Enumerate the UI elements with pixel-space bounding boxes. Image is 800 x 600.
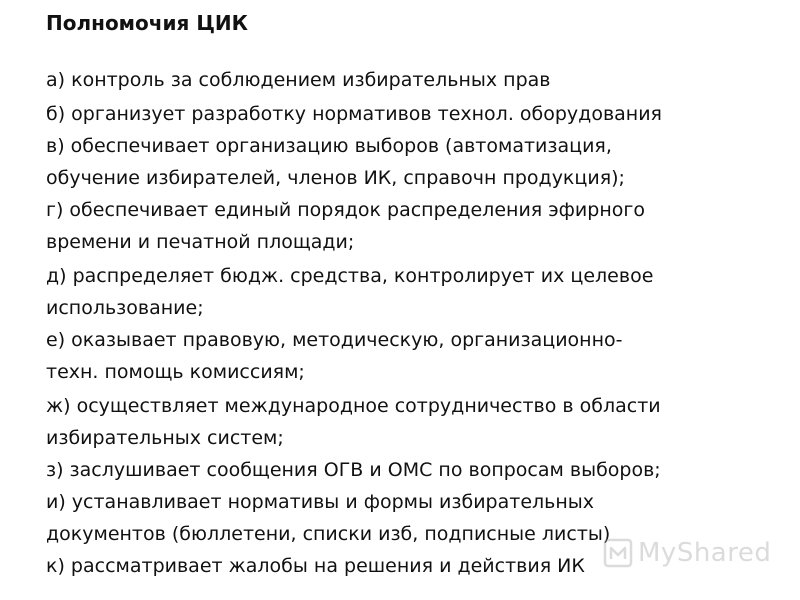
list-item-g: г) обеспечивает единый порядок распределения эфирного [46,199,645,221]
list-item-z: з) заслушивает сообщения ОГВ и ОМС по вопросам выборов; [46,459,661,481]
list-item-i: и) устанавливает нормативы и формы избирательных [46,491,595,513]
watermark [602,536,771,570]
list-item-v-cont: обучение избирателей, членов ИК, справочн продукция); [46,167,625,189]
list-item-v: в) обеспечивает организацию выборов (автоматизация, [46,135,612,157]
list-item-d-cont: использование; [46,297,204,319]
list-item-d: д) распределяет бюдж. средства, контролирует их целевое [46,265,654,287]
list-item-a: а) контроль за соблюдением избирательных прав [46,69,551,91]
list-item-zh: ж) осуществляет международное сотрудничество в области [46,395,661,417]
list-item-zh-cont: избирательных систем; [46,427,284,449]
list-item-k: к) рассматривает жалобы на решения и действия ИК [46,555,585,577]
list-item-b: б) организует разработку нормативов технол. оборудования [46,103,662,125]
slide-title: Полномочия ЦИК [46,11,248,35]
list-item-g-cont: времени и печатной площади; [46,231,355,253]
list-item-e: е) оказывает правовую, методическую, организационно- [46,329,623,351]
list-item-e-cont: техн. помощь комиссиям; [46,361,305,383]
watermark-text: MyShared [638,538,772,568]
list-item-i-cont: документов (бюллетени, списки изб, подписные листы) [46,523,611,545]
